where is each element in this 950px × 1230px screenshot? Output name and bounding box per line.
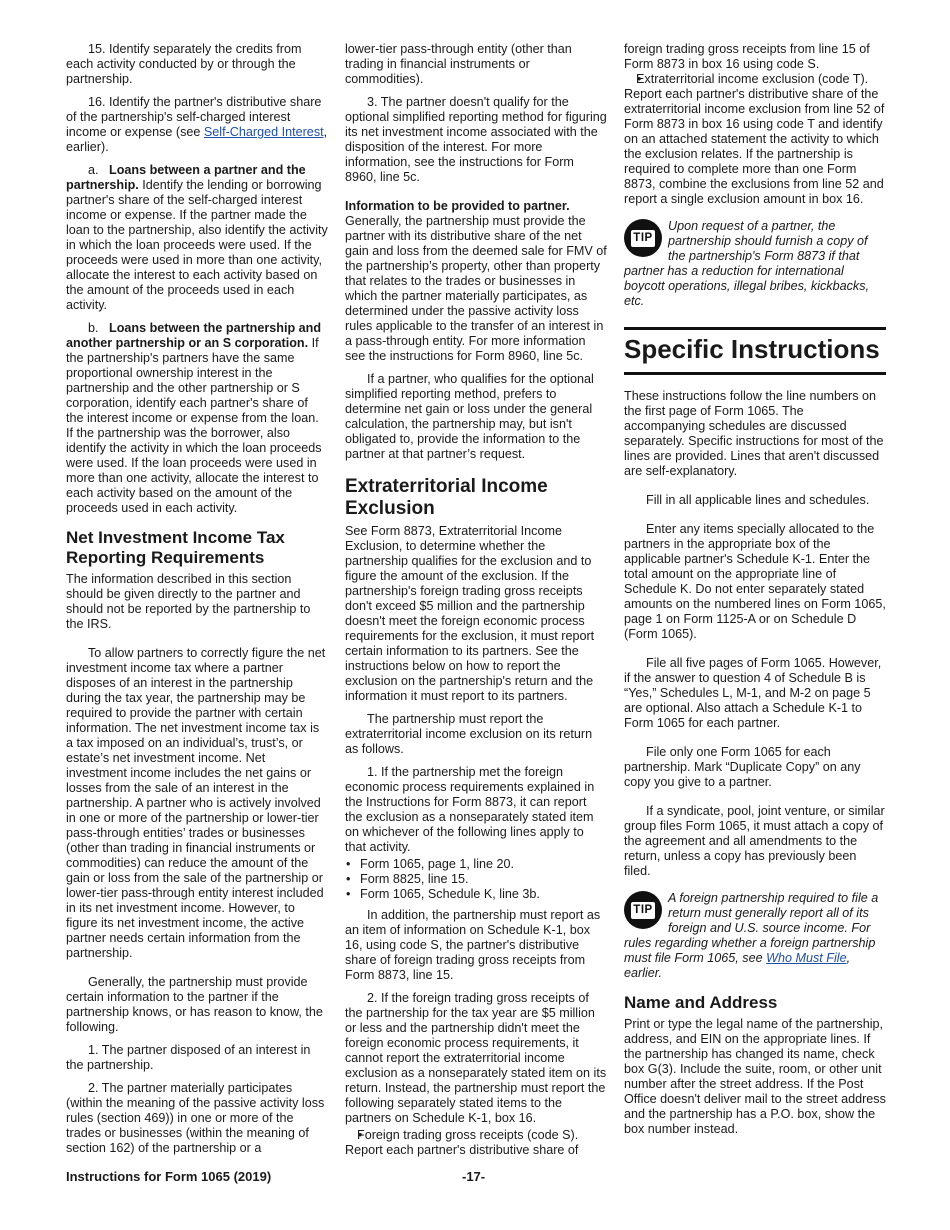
column-middle <box>345 42 607 1164</box>
list-item: • Foreign trading gross receipts (code S). Report each partner's distributive share of <box>345 1128 607 1158</box>
code-t-list <box>624 72 886 207</box>
tip-2-tail: , earlier. <box>624 951 851 980</box>
item-15: 15. Identify separately the credits from each activity conducted by or through the partnership. <box>66 42 302 86</box>
niit-item-3: 3. The partner doesn't qualify for the optional simplified reporting method for figuring its net investment income associated with the disposition of the interest. For more information, see the instructions for Form 8960, line 5c. <box>345 95 607 184</box>
who-must-file-link[interactable]: Who Must File <box>766 951 847 965</box>
tip-icon <box>624 891 662 929</box>
tip-label: TIP <box>631 230 654 247</box>
niit-paragraph-2: To allow partners to correctly figure the net investment income tax where a partner disposes of an interest in the partnership during the tax year, the partnership may be required to provide the partner with certain information. The net investment income tax is a tax imposed on an individual’s, trust’s, or estate’s net investment income. Net investment income includes the net gains or losses from the sale of an interest in the partnership. A partner who is actively involved in one or more of the partnership or lower-tier pass-through entities’ trades or businesses (other than trading in financial instruments or commodities) can reduce the amount of the gain or loss from the sale of the partnership or lower-tier pass-through entity interest included in its net investment income. However, to figure its net investment income, the active partner needs certain information from the partnership. <box>66 646 326 960</box>
name-address-paragraph: Print or type the legal name of the partnership, address, and EIN on the appropriate lines. If the partnership has changed its name, check box G(3). Include the suite, room, or other unit number after the street address. If the Post Office doesn't deliver mail to the street address and the partnership has a P.O. box, show the box number instead. <box>624 1017 886 1136</box>
tip-box-1 <box>624 219 886 309</box>
heading-name-and-address: Name and Address <box>624 993 778 1012</box>
tip-label: TIP <box>631 902 654 919</box>
column-left <box>66 42 328 1164</box>
tip-icon <box>624 219 662 257</box>
specific-paragraph-6: If a syndicate, pool, joint venture, or similar group files Form 1065, it must attach a copy of the agreement and all amendments to the return, unless a copy has previously been filed. <box>624 804 885 878</box>
heading-niit: Net Investment Income Tax Reporting Requirements <box>66 528 285 567</box>
info-to-partner-text: Generally, the partnership must provide the partner with its distributive share of the net gain and loss from the deemed sale for FMV of the partnership’s property, other than property that relates to the trades or businesses in which the partner materially participates, as determined under the passive activity loss rules applicable to the transfer of an interest in a pass-through entity. For more information see the instructions for Form 8960, line 5c. <box>345 214 607 363</box>
specific-paragraph-5: File only one Form 1065 for each partnership. Mark “Duplicate Copy” on any copy you give to a partner. <box>624 745 861 789</box>
specific-paragraph-4: File all five pages of Form 1065. However, if the answer to question 4 of Schedule B is “Yes,” Schedules L, M-1, and M-2 on page 5 are optional. Also attach a Schedule K-1 to Form 1065 for each partner. <box>624 656 882 730</box>
eie-item-1: 1. If the partnership met the foreign economic process requirements explained in the Instructions for Form 8873, it can report the exclusion as a nonseparately stated item on whichever of the following lines apply to that activity. <box>345 765 595 854</box>
item-16b-text: If the partnership's partners have the same proportional ownership interest in the partnership and the other partnership or S corporation, identify each partner's share of the interest income or expense from the loan. If the partnership was the borrower, also identify the activity in which the loan proceeds were used. If the loan proceeds were used in more than one activity, allocate the interest to each activity based on the amount of the proceeds used in each activity. <box>66 336 322 515</box>
eie-additional: In addition, the partnership must report as an item of information on Schedule K-1, box 16, using code S, the partner's distributive share of foreign trading gross receipts from Form 8873, line 15. <box>345 908 601 982</box>
code-s-continued: foreign trading gross receipts from line 15 of Form 8873 in box 16 using code S. <box>624 42 870 71</box>
specific-instructions-banner <box>624 327 886 375</box>
divider <box>624 327 886 330</box>
info-to-partner-heading: Information to be provided to partner. <box>345 199 570 213</box>
item-16b-label: b. <box>88 321 99 335</box>
item-16-text: 16. Identify the partner's distributive share of the partnership's self-charged interest income or expense (see <box>66 95 322 139</box>
specific-paragraph-1: These instructions follow the line numbers on the first page of Form 1065. The accompanying schedules are discussed separately. Specific instructions for most of the lines are provided. Lines that aren't discussed are self-explanatory. <box>624 389 884 478</box>
footer-form-title: Instructions for Form 1065 (2019) <box>66 1169 272 1184</box>
item-16-tail: , earlier). <box>66 125 328 154</box>
eie-lines-list <box>345 857 607 902</box>
item-16a-text: Identify the lending or borrowing partner's share of the self-charged interest income or expense. If the partner made the loan to the partnership, also identify the activity in which the loan proceeds were used. If the proceeds were used in more than one activity, allocate the interest to each activity based on the amount of the proceeds used in each activity. <box>66 178 328 312</box>
niit-paragraph-3: Generally, the partnership must provide certain information to the partner if the partnership knows, or has reason to know, the following. <box>66 975 323 1034</box>
tip-1-text: Upon request of a partner, the partnership should furnish a copy of the partnership's Form 8873 if that partner has a reduction for international boycott operations, illegal bribes, kickbacks, etc. <box>624 219 870 308</box>
list-item: • Form 1065, Schedule K, line 3b. <box>345 887 607 902</box>
niit-paragraph-1: The information described in this section should be given directly to the partner and should not be reported by the partnership to the IRS. <box>66 572 311 631</box>
eie-paragraph-2: The partnership must report the extraterritorial income exclusion on its return as follows. <box>345 712 593 756</box>
specific-paragraph-2: Fill in all applicable lines and schedules. <box>646 493 870 507</box>
optional-method-paragraph: If a partner, who qualifies for the optional simplified reporting method, prefers to determine net gain or loss under the general calculation, the partnership may, but isn't obligated to, provide the information to the partner at that partner’s request. <box>345 372 594 461</box>
list-item: • Form 1065, page 1, line 20. <box>345 857 607 872</box>
item-16a-heading: Loans between a partner and the partnership. <box>66 163 306 192</box>
tip-2-text: A foreign partnership required to file a return must generally report all of its foreign and U.S. source income. For rules regarding whether a foreign partnership must file Form 1065, see <box>624 891 879 965</box>
column-right <box>624 42 886 1145</box>
item-16 <box>66 95 328 155</box>
heading-specific-instructions: Specific Instructions <box>624 334 880 364</box>
list-item: • Form 8825, line 15. <box>345 872 607 887</box>
eie-separate-items-list <box>345 1128 607 1158</box>
info-to-partner <box>345 199 607 364</box>
self-charged-interest-link[interactable]: Self-Charged Interest <box>203 125 324 139</box>
eie-paragraph-1: See Form 8873, Extraterritorial Income Exclusion, to determine whether the partnership qualifies for the exclusion and to figure the amount of the exclusion. If the partnership's foreign trading gross receipts don't exceed $5 million and the partnership doesn't meet the foreign economic process requirements for the exclusion, it must report certain information to its partners. See the instructions below on how to report the exclusion on the partnership's return and the information it must report to its partners. <box>345 524 595 703</box>
page-number: -17- <box>462 1169 486 1184</box>
niit-item-1: 1. The partner disposed of an interest in the partnership. <box>66 1043 311 1072</box>
niit-item-2-continued: lower-tier pass-through entity (other than trading in financial instruments or commodities). <box>345 42 572 86</box>
heading-extraterritorial: Extraterritorial Income Exclusion <box>345 476 548 519</box>
eie-item-2: 2. If the foreign trading gross receipts of the partnership for the tax year are $5 million or less and the partnership didn't meet the foreign economic process requirements, it cannot report the extraterritorial income exclusion as a nonseparately stated item on its return. Instead, the partnership must report the following separately stated items to the partners on Schedule K-1, box 16. <box>345 991 607 1125</box>
niit-item-2: 2. The partner materially participates (within the meaning of the passive activity loss rules (section 469)) in one or more of the trades or businesses (within the meaning of section 162) of the partnership or a <box>66 1081 325 1155</box>
divider <box>624 372 886 375</box>
item-16b <box>66 321 328 516</box>
item-16b-heading: Loans between the partnership and another partnership or an S corporation. <box>66 321 322 350</box>
list-item: • Extraterritorial income exclusion (code T). Report each partner's distributive share of the extraterritorial income exclusion from line 52 of Form 8873 in box 16 using code T and identify on an attached statement the activity to which the exclusion relates. If the partnership is required to complete more than one Form 8873, combine the exclusions from line 52 and report a single exclusion amount in box 16. <box>624 72 886 207</box>
item-16a <box>66 163 328 313</box>
specific-paragraph-3: Enter any items specially allocated to the partners in the appropriate box of the applicable partner's Schedule K-1. Enter the total amount on the appropriate line of Schedule K. Do not enter separately stated amounts on the numbered lines on Form 1065, page 1 on Form 1125-A or on Schedule D (Form 1065). <box>624 522 886 641</box>
item-16a-label: a. <box>88 163 99 177</box>
tip-box-2 <box>624 891 886 981</box>
